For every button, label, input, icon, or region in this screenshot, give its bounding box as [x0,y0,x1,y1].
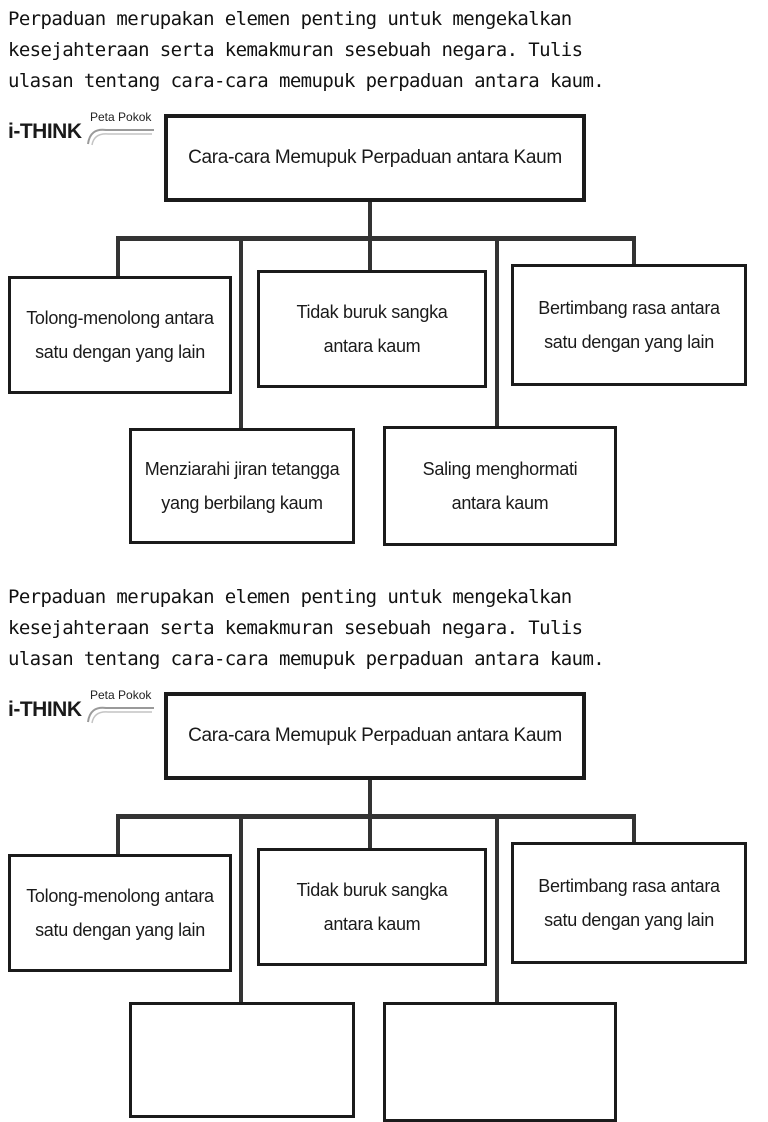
tree-branch-box [383,426,617,546]
connector-root-stem [368,776,372,818]
connector-branch-5 [495,816,499,1006]
tree-branch-box [511,842,747,964]
branch-line: Bertimbang rasa antara [538,876,720,896]
connector-branch-5 [495,238,499,428]
worksheet-section-2 [0,578,768,1024]
prompt-line: Perpaduan merupakan elemen penting untuk mengekalkan [8,8,572,30]
branch-line: Saling menghormati [422,459,578,479]
swoosh-icon [86,124,156,146]
ithink-brand: i-THINK [8,120,82,143]
tree-root-box [164,692,586,780]
tree-root-label: Cara-cara Memupuk Perpaduan antara Kaum [188,725,562,746]
prompt-line: kesejahteraan serta kemakmuran sesebuah negara. Tulis [8,39,583,61]
peta-pokok-label: Peta Pokok [90,110,152,124]
tree-branch-box [129,1002,355,1118]
branch-line: satu dengan yang lain [35,920,205,940]
connector-branch-1 [116,238,120,280]
connector-horizontal-bar [116,814,636,819]
connector-branch-2 [368,816,372,852]
prompt-line: ulasan tentang cara-cara memupuk perpaduan antara kaum. [8,648,605,670]
prompt-line: Perpaduan merupakan elemen penting untuk mengekalkan [8,586,572,608]
tree-branch-box [8,276,232,394]
branch-line: yang berbilang kaum [161,493,323,513]
tree-root-label: Cara-cara Memupuk Perpaduan antara Kaum [188,147,562,168]
ithink-logo [8,688,158,732]
connector-branch-2 [368,238,372,274]
ithink-logo [8,110,158,154]
connector-branch-4 [239,816,243,1008]
question-prompt [8,582,768,675]
branch-line: Tidak buruk sangka [296,880,448,900]
prompt-line: ulasan tentang cara-cara memupuk perpaduan antara kaum. [8,70,605,92]
ithink-brand: i-THINK [8,698,82,721]
peta-pokok-label: Peta Pokok [90,688,152,702]
branch-line: Tolong-menolong antara [26,308,214,328]
branch-line: satu dengan yang lain [35,342,205,362]
tree-branch-box [8,854,232,972]
tree-branch-box [129,428,355,544]
prompt-line: kesejahteraan serta kemakmuran sesebuah negara. Tulis [8,617,583,639]
tree-root-box [164,114,586,202]
tree-branch-box [511,264,747,386]
connector-root-stem [368,198,372,240]
branch-line: Bertimbang rasa antara [538,298,720,318]
connector-branch-4 [239,238,243,430]
branch-line: Tidak buruk sangka [296,302,448,322]
swoosh-icon [86,702,156,724]
branch-line: satu dengan yang lain [544,910,714,930]
question-prompt [8,4,768,97]
tree-branch-box [257,270,487,388]
branch-line: antara kaum [323,914,421,934]
branch-line: satu dengan yang lain [544,332,714,352]
branch-line: antara kaum [323,336,421,356]
tree-branch-box [383,1002,617,1122]
branch-line: Menziarahi jiran tetangga [144,459,340,479]
branch-line: Tolong-menolong antara [26,886,214,906]
connector-branch-1 [116,816,120,858]
connector-horizontal-bar [116,236,636,241]
branch-line: antara kaum [451,493,549,513]
tree-branch-box [257,848,487,966]
